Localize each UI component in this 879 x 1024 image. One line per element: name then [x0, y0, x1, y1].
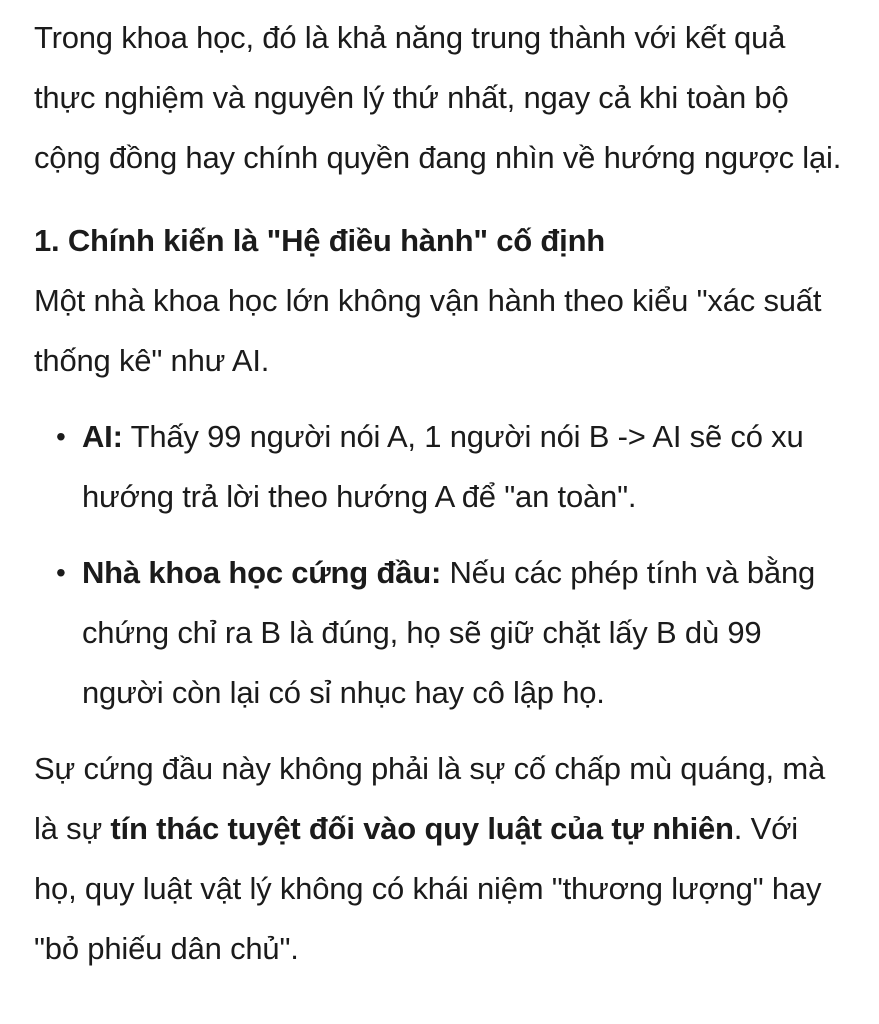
- bullet-dot-icon: •: [56, 557, 66, 588]
- list-item-term: AI:: [82, 419, 123, 454]
- bullet-dot-icon: •: [56, 421, 66, 452]
- list-item-scientist: [34, 543, 847, 723]
- closing-paragraph: [34, 739, 847, 979]
- section-heading: 1. Chính kiến là "Hệ điều hành" cố định: [34, 223, 606, 258]
- list-item-term: Nhà khoa học cứng đầu:: [82, 555, 442, 590]
- intro-paragraph: Trong khoa học, đó là khả năng trung thành với kết quả thực nghiệm và nguyên lý thứ nhất, ngay cả khi toàn bộ cộng đồng hay chính quyền đang nhìn về hướng ngược lại.: [34, 20, 842, 175]
- closing-emphasis: tín thác tuyệt đối vào quy luật của tự nhiên: [110, 811, 734, 846]
- comparison-list: [34, 407, 847, 723]
- closing-text-before: Sự cứng đầu này không phải là sự cố chấp mù quáng, mà là sự: [34, 751, 825, 846]
- section-lead-paragraph: Một nhà khoa học lớn không vận hành theo kiểu "xác suất thống kê" như AI.: [34, 283, 822, 378]
- list-item-text: Thấy 99 người nói A, 1 người nói B -> AI sẽ có xu hướng trả lời theo hướng A để "an toàn".: [82, 419, 804, 514]
- list-item-ai: [34, 407, 847, 527]
- list-item-text: Nếu các phép tính và bằng chứng chỉ ra B là đúng, họ sẽ giữ chặt lấy B dù 99 người còn lại có sỉ nhục hay cô lập họ.: [82, 555, 816, 710]
- closing-text-after: . Với họ, quy luật vật lý không có khái niệm "thương lượng" hay "bỏ phiếu dân chủ".: [34, 811, 822, 966]
